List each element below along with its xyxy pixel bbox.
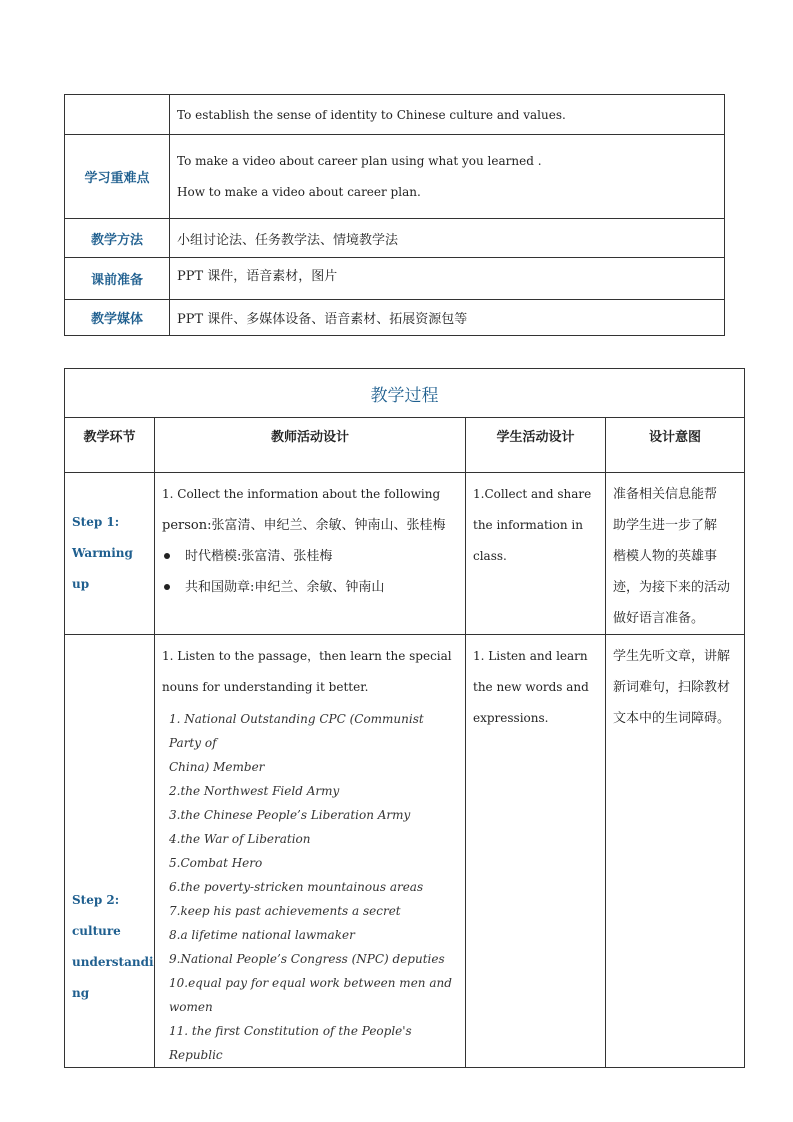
key-points-row (65, 135, 725, 219)
vocab-item: 5.Combat Hero (169, 856, 263, 870)
vocab-item: 2.the Northwest Field Army (169, 784, 340, 798)
step1-intent (606, 473, 745, 635)
step1-teacher-line: person:张富清、申纪兰、余敏、钟南山、张桂梅 (162, 518, 446, 533)
prep-label: 课前准备 (65, 258, 170, 300)
media-label: 教学媒体 (65, 300, 170, 336)
prep-text: PPT 课件，语音素材，图片 (170, 258, 725, 300)
step1-intent-line: 助学生进一步了解 (613, 518, 718, 533)
step2-intent-line: 新词难句，扫除教材 (613, 680, 731, 695)
header-stage: 教学环节 (65, 418, 155, 473)
step2-student-line: expressions. (473, 711, 549, 725)
bullet-dot-icon (164, 553, 170, 559)
vocab-item: 9.National People’s Congress (NPC) deputies (169, 952, 445, 966)
step1-bullet-text: 共和国勋章:申纪兰、余敏、钟南山 (185, 580, 385, 595)
step1-bullet-text: 时代楷模:张富清、张桂梅 (185, 549, 333, 564)
step2-intent (606, 635, 745, 1068)
media-row (65, 300, 725, 336)
step2-student-line: the new words and (473, 680, 589, 694)
step2-name-line: understandi (72, 955, 154, 969)
key-point-2: How to make a video about career plan. (177, 184, 421, 199)
step1-teacher-line: 1. Collect the information about the following (162, 487, 441, 501)
step2-name-line: Step 2: (72, 893, 120, 907)
step1-student (466, 473, 606, 635)
method-row (65, 219, 725, 258)
prep-row (65, 258, 725, 300)
goal-label-cell (65, 95, 170, 135)
goal-text: To establish the sense of identity to Chinese culture and values. (170, 95, 725, 135)
step1-bullet (162, 541, 459, 572)
vocab-item: women (169, 1000, 213, 1014)
bullet-dot-icon (164, 584, 170, 590)
step1-name-line: Step 1: (72, 515, 120, 529)
step1-intent-line: 楷模人物的英雄事 (613, 549, 718, 564)
vocab-item: China) Member (169, 760, 265, 774)
step2-row (65, 635, 745, 1068)
step1-name (65, 473, 155, 635)
header-row (65, 418, 745, 473)
process-title: 教学过程 (65, 369, 745, 418)
step2-name-line: culture (72, 924, 121, 938)
vocab-item: 6.the poverty-stricken mountainous areas (169, 880, 424, 894)
step1-intent-line: 准备相关信息能帮 (613, 487, 718, 502)
header-intent: 设计意图 (606, 418, 745, 473)
step1-student-line: class. (473, 549, 507, 563)
goal-row (65, 95, 725, 135)
key-points-cell (170, 135, 725, 219)
step1-bullet (162, 572, 459, 603)
vocab-item: 1. National Outstanding CPC (Communist Party of (169, 712, 424, 750)
step2-name (65, 635, 155, 1068)
vocab-item: 7.keep his past achievements a secret (169, 904, 401, 918)
key-points-label: 学习重难点 (65, 135, 170, 219)
step2-student (466, 635, 606, 1068)
info-table (64, 94, 725, 336)
step1-student-line: the information in (473, 518, 583, 532)
step2-name-line: ng (72, 986, 90, 1000)
key-point-1: To make a video about career plan using what you learned . (177, 153, 542, 168)
step1-intent-line: 迹，为接下来的活动 (613, 580, 731, 595)
step2-intent-line: 学生先听文章，讲解 (613, 649, 731, 664)
step2-student-line: 1. Listen and learn (473, 649, 588, 663)
media-text: PPT 课件、多媒体设备、语音素材、拓展资源包等 (170, 300, 725, 336)
step2-teacher-line: 1. Listen to the passage，then learn the special (162, 649, 452, 663)
step2-intent-line: 文本中的生词障碍。 (613, 711, 731, 726)
vocab-item: 8.a lifetime national lawmaker (169, 928, 355, 942)
step2-teacher (155, 635, 466, 1068)
step1-name-line: up (72, 577, 90, 591)
process-title-row (65, 369, 745, 418)
method-label: 教学方法 (65, 219, 170, 258)
step1-name-line: Warming (72, 546, 133, 560)
vocab-item: 11. the first Constitution of the People's Republic (169, 1024, 412, 1062)
process-table (64, 368, 745, 1068)
method-text: 小组讨论法、任务教学法、情境教学法 (170, 219, 725, 258)
header-student: 学生活动设计 (466, 418, 606, 473)
step2-teacher-line: nouns for understanding it better. (162, 680, 369, 694)
vocab-item: 3.the Chinese People’s Liberation Army (169, 808, 411, 822)
step1-row (65, 473, 745, 635)
vocab-item: 4.the War of Liberation (169, 832, 311, 846)
step1-teacher (155, 473, 466, 635)
vocab-item: 10.equal pay for equal work between men and (169, 976, 452, 990)
step1-intent-line: 做好语言准备。 (613, 611, 705, 626)
header-teacher: 教师活动设计 (155, 418, 466, 473)
step1-student-line: 1.Collect and share (473, 487, 592, 501)
